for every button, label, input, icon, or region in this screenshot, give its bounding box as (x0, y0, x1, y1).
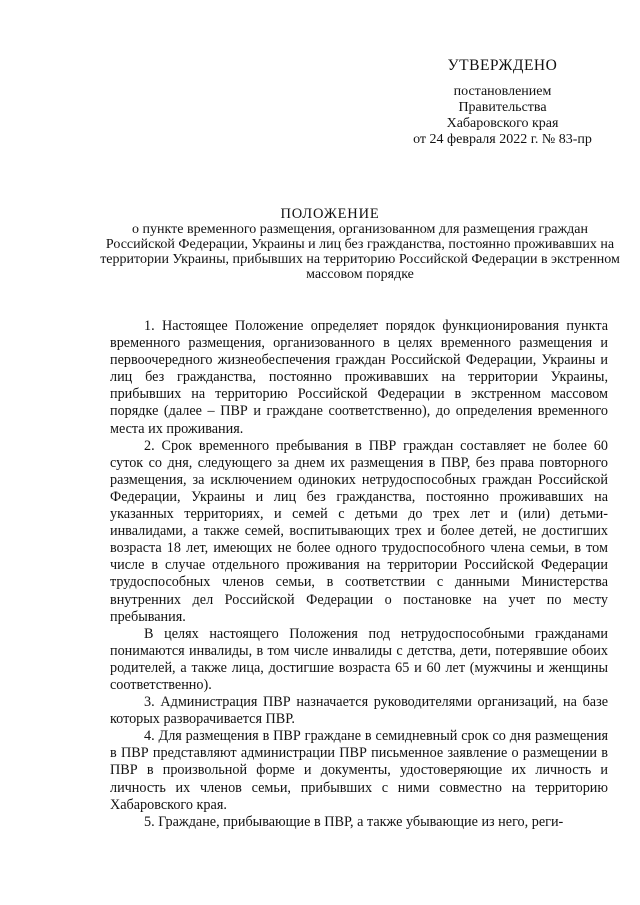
document-body (110, 318, 608, 831)
paragraph-2: 2. Срок временного пребывания в ПВР граждан составляет не более 60 суток со дня, следующего за днем их размещения в ПВР, без права повторного размещения, за исключением одиноких нетрудоспособных граждан Российской Федерации, Украины и лиц без гражданства, постоянно проживавших на указанных территориях, и семей с детьми до трех лет и (или) детьми-инвалидами, а также семей, воспитывающих трех и более детей, не достигших возраста 18 лет, имеющих не более одного трудоспособного члена семьи, в том числе в случае отдельного проживания на территории Российской Федерации трудоспособных членов семьи, в соответствии с данными Министерства внутренних дел Российской Федерации о постановке на учет по месту пребывания. (110, 437, 608, 625)
document-subtitle: о пункте временного размещения, организованном для размещения граждан Российской Федерации, Украины и лиц без гражданства, постоянно проживавших на территории Украины, прибывших на территорию Российской Федерации в экстренном массовом порядке (100, 222, 620, 282)
approval-line-3: Хабаровского края (446, 116, 559, 131)
approval-block (380, 58, 625, 148)
document-title: ПОЛОЖЕНИЕ (280, 206, 380, 222)
paragraph-4: 4. Для размещения в ПВР граждане в семидневный срок со дня размещения в ПВР представляют администрации ПВР письменное заявление о размещении в ПВР в произвольной форме и документы, удостоверяющие их личность и личность их членов семьи, прибывших с ними совместно на территорию Хабаровского края. (110, 728, 608, 813)
approval-heading: УТВЕРЖДЕНО (447, 57, 558, 74)
approval-line-1: постановлением (453, 84, 552, 99)
approval-line-2: Правительства (458, 100, 547, 115)
paragraph-2-note: В целях настоящего Положения под нетрудоспособными гражданами понимаются инвалиды, в том числе инвалиды с детства, дети, потерявшие обоих родителей, а также лица, достигшие возраста 65 и 60 лет (мужчины и женщины соответственно). (110, 625, 608, 693)
paragraph-5: 5. Граждане, прибывающие в ПВР, а также убывающие из него, реги- (144, 813, 564, 830)
paragraph-3: 3. Администрация ПВР назначается руководителями организаций, на базе которых разворачивается ПВР. (110, 694, 608, 728)
approval-line-4: от 24 февраля 2022 г. № 83-пр (413, 132, 592, 147)
paragraph-1: 1. Настоящее Положение определяет порядок функционирования пункта временного размещения, организованного в целях временного размещения и первоочередного жизнеобеспечения граждан Российской Федерации, Украины и лиц без гражданства, постоянно проживавших на территории Украины, прибывших на территорию Российской Федерации в экстренном массовом порядке (далее – ПВР и граждане соответственно), до определения временного места их проживания. (110, 318, 608, 437)
